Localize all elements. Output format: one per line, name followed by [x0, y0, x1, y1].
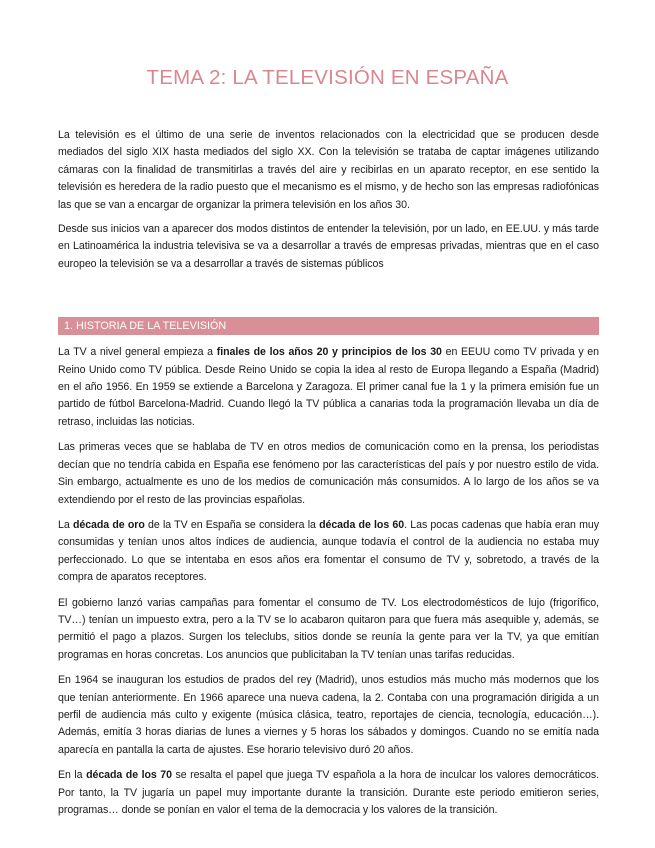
intro-paragraph-1: La televisión es el último de una serie de inventos relacionados con la electricidad que se producen desde mediados del siglo XIX hasta mediados del siglo XX. Con la televisión se trataba de captar imágenes utilizando cámaras con la finalidad de transmitirlas a través del aire y recibirlas en un aparato receptor, en ese sentido la televisión es heredera de la radio puesto que el mecanismo es el mismo, y de hecho son las empresas radiofónicas las que se van a encargar de organizar la primera televisión en los años 30. — [58, 129, 599, 211]
bold-phrase: década de los 70 — [86, 769, 172, 782]
text-run: En la — [58, 769, 87, 782]
historia-paragraph-3 — [58, 517, 599, 587]
text-run: La — [58, 518, 73, 531]
text-run: La TV a nivel general empieza a — [58, 346, 217, 359]
historia-paragraph-5: En 1964 se inauguran los estudios de prados del rey (Madrid), unos estudios más mucho más modernos que los que tenían anteriormente. En 1966 aparece una nueva cadena, la 2. Contaba con una programación dirigida a un perfil de audiencia más culto y exigente (música clásica, teatro, reportajes de ciencia, tecnología, educación…). Además, emitía 3 horas diarias de lunes a viernes y 5 horas los sábados y domingos. Cuando no se emitía nada aparecía en pantalla la carta de ajustes. Ese horario televisivo duró 20 años. — [58, 674, 599, 756]
bold-phrase: finales de los años 20 y principios de los 30 — [216, 346, 442, 359]
section-heading-historia: 1. HISTORIA DE LA TELEVISIÓN — [58, 317, 599, 335]
historia-paragraph-2: Las primeras veces que se hablaba de TV en otros medios de comunicación como en la prensa, los periodistas decían que no tendría cabida en España ese fenómeno por las características del país y por nuestro estilo de vida. Sin embargo, actualmente es uno de los medios de comunicación más consumidos. A lo largo de los años se va extendiendo por el resto de las provincias españolas. — [58, 441, 599, 506]
text-run: de la TV en España se considera la — [144, 518, 320, 531]
historia-paragraph-6 — [58, 767, 599, 819]
text-run: . Las pocas cadenas que había eran muy consumidas y tenían unos altos índices de audiencia, aunque todavía el control de la audiencia no estaba muy perfeccionado. Lo que se intentaba en esos años era fomentar el consumo de TV y, sobretodo, a través de la compra de aparatos receptores. — [58, 518, 600, 584]
historia-paragraph-4: El gobierno lanzó varias campañas para fomentar el consumo de TV. Los electrodomésticos de lujo (frigorífico, TV…) tenían un impuesto extra, pero a la TV se lo acabaron quitaron para que fuera más asequible y, además, se permitió el pago a plazos. Surgen los teleclubs, sitios donde se reunía la gente para ver la TV, ya que emitían programas en horas concretas. Los anuncios que publicitaban la TV tenían unas tarifas reducidas. — [58, 596, 599, 661]
intro-paragraph-2: Desde sus inicios van a aparecer dos modos distintos de entender la televisión, por un lado, en EE.UU. y más tarde en Latinoamérica la industria televisiva se va a desarrollar a través de empresas privadas, mientras que en el caso europeo la televisión se va a desarrollar a través de sistemas públicos — [58, 223, 599, 270]
document-body — [58, 127, 599, 827]
bold-phrase: década de oro — [72, 518, 145, 531]
historia-paragraph-1 — [58, 344, 599, 431]
bold-phrase: década de los 60 — [319, 518, 405, 531]
text-run: se resalta el papel que juega TV española a la hora de inculcar los valores democráticos. Por tanto, la TV jugaría un papel muy importante durante la transición. Durante este periodo emitieron series, programas… donde se ponían en valor el tema de la democracia y los valores de la transición. — [58, 769, 599, 816]
text-run: en EEUU como TV privada y en Reino Unido como TV pública. Desde Reino Unido se copia la idea al resto de Europa llegando a España (Madrid) en el año 1956. En 1959 se extiende a Barcelona y Zaragoza. El primer canal fue la 1 y la primera emisión fue un partido de fútbol Barcelona-Madrid. Cuando llegó la TV pública a canarias toda la programación llevaba un día de retraso, incluidas las noticias. — [58, 346, 599, 428]
document-title: TEMA 2: LA TELEVISIÓN EN ESPAÑA — [146, 66, 509, 89]
